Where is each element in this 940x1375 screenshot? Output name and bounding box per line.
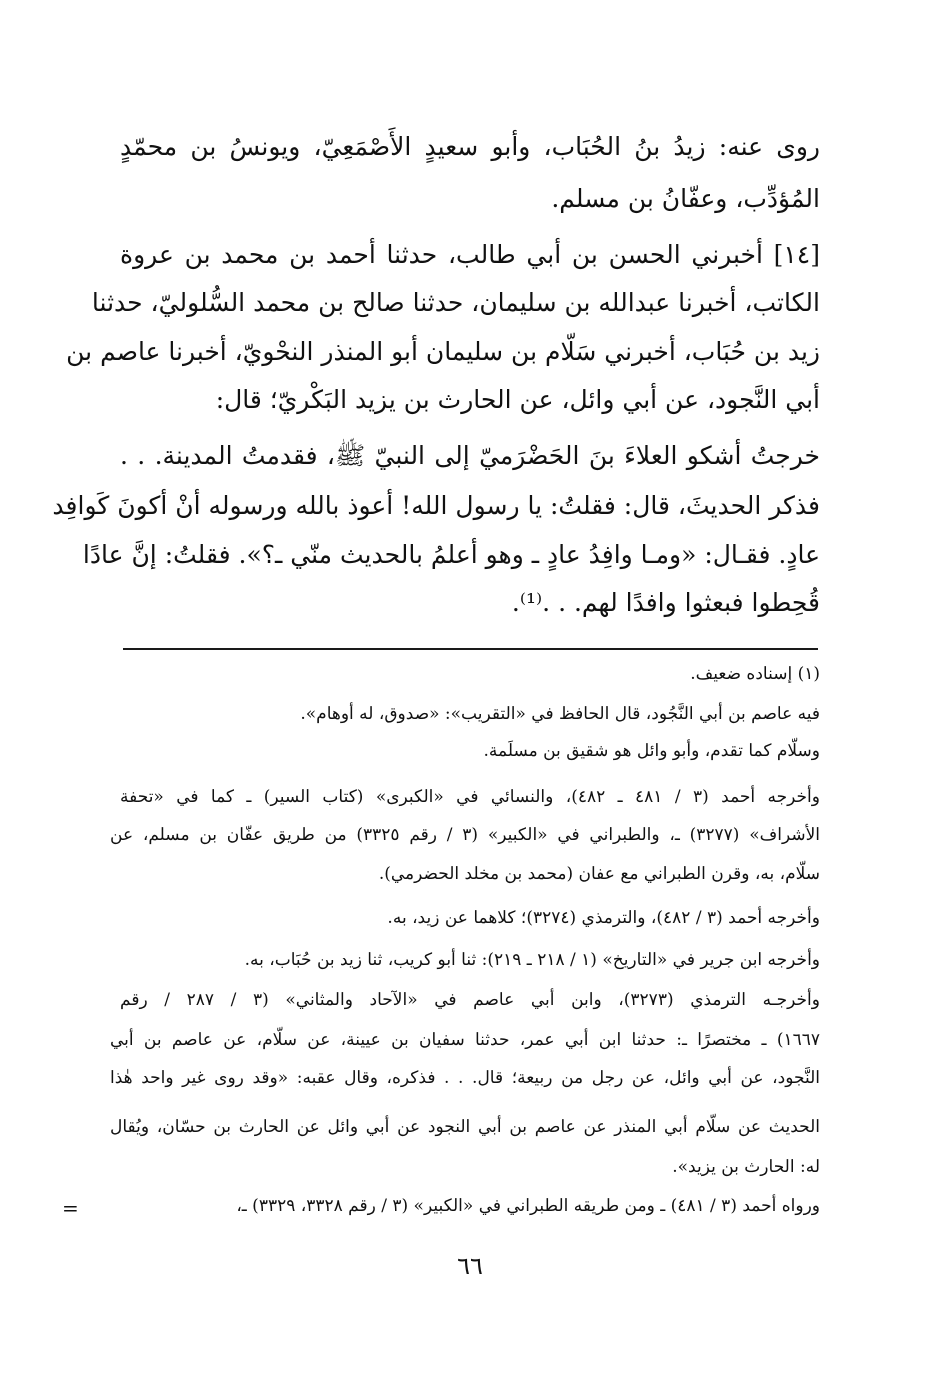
footnote-line: ١٦٦٧) ـ مختصرًا ـ: حدثنا ابن أبي عمر، حدثنا سفيان بن عيينة، عن سلّام، عن عاصم بن أبي [110, 1030, 820, 1050]
main-text-line: زيد بن حُبَاب، أخبرني سَلّام بن سليمان أبو المنذر النحْويّ، أخبرنا عاصم بن [66, 337, 820, 366]
footnote-line: وسلّام كما تقدم، وأبو وائل هو شقيق بن مسلَمة. [483, 741, 820, 761]
footnote-line: الأشراف» (٣٢٧٧) ـ، والطبراني في «الكبير» (٣ / رقم ٣٣٢٥) من طريق عفّان بن مسلم، عن [110, 825, 820, 845]
main-text-line: قُحِطوا فبعثوا وافدًا لهم. . .⁽¹⁾. [511, 588, 820, 617]
footnote-line: ورواه أحمد (٣ / ٤٨١) ـ ومن طريقه الطبراني في «الكبير» (٣ / رقم ٣٣٢٨، ٣٣٢٩) ـ، [236, 1196, 820, 1216]
footnote-line: وأخرجـه الترمذي (٣٢٧٣)، وابن أبي عاصم في «الآحاد والمثاني» (٣ / ٢٨٧ / رقم [120, 990, 820, 1010]
footnote-line: النَّجود، عن أبي وائل، عن رجل من ربيعة؛ قال. . . فذكره، وقال عقبه: «وقد روى غير واحد هٰذا [110, 1068, 820, 1088]
page-number: ٦٦ [457, 1252, 483, 1280]
footnote-line: (١) إسناده ضعيف. [690, 664, 820, 684]
footnote-line: وأخرجه أحمد (٣ / ٤٨٢)، والترمذي (٣٢٧٤)؛ كلاهما عن زيد، به. [387, 908, 820, 928]
main-text-line: أبي النَّجود، عن أبي وائل، عن الحارث بن يزيد البَكْريّ؛ قال: [215, 385, 820, 414]
footnote-line: له: الحارث بن يزيد». [672, 1157, 820, 1177]
footnote-line: سلّام، به، وقرن الطبراني مع عفان (محمد بن مخلد الحضرمي). [378, 864, 820, 884]
footnote-line: وأخرجه ابن جرير في «التاريخ» (١ / ٢١٨ ـ ٢١٩): ثنا أبو كريب، ثنا زيد بن حُبَاب، به. [244, 950, 820, 970]
main-text-line: خرجتُ أشكو العلاءَ بنَ الحَضْرَميّ إلى النبيّ ﷺ، فقدمتُ المدينة. . . [120, 441, 820, 470]
continuation-mark: = [62, 1196, 79, 1220]
main-text-line: فذكر الحديثَ، قال: فقلتُ: يا رسول الله! أعوذ بالله ورسوله أنْ أكونَ كَوافِد [52, 491, 820, 520]
main-text-line: [١٤] أخبرني الحسن بن أبي طالب، حدثنا أحمد بن محمد بن عروة [120, 240, 820, 269]
footnote-line: الحديث عن سلّام أبي المنذر عن عاصم بن أبي النجود عن أبي وائل عن الحارث بن حسّان، ويُقال [110, 1117, 820, 1137]
footnote-separator [123, 648, 818, 650]
footnote-line: وأخرجه أحمد (٣ / ٤٨١ ـ ٤٨٢)، والنسائي في «الكبرى» (كتاب السير) ـ كما في «تحفة [120, 787, 820, 807]
footnote-line: فيه عاصم بن أبي النَّجُود، قال الحافظ في «التقريب»: «صدوق، له أوهام». [300, 704, 820, 724]
main-text-line: الكاتب، أخبرنا عبدالله بن سليمان، حدثنا صالح بن محمد السُّلوليّ، حدثنا [91, 288, 820, 317]
main-text-line: عادٍ. فقـال: «ومـا وافِدُ عادٍ ـ وهو أعلمُ بالحديث منّي ـ؟». فقلتُ: إنَّ عادًا [82, 540, 820, 569]
main-text-line: المُؤدِّب، وعفّانُ بن مسلم. [551, 184, 820, 213]
main-text-line: روى عنه: زيدُ بنُ الحُبَاب، وأبو سعيدٍ الأَصْمَعِيّ، ويونسُ بن محمّدٍ [120, 132, 820, 161]
